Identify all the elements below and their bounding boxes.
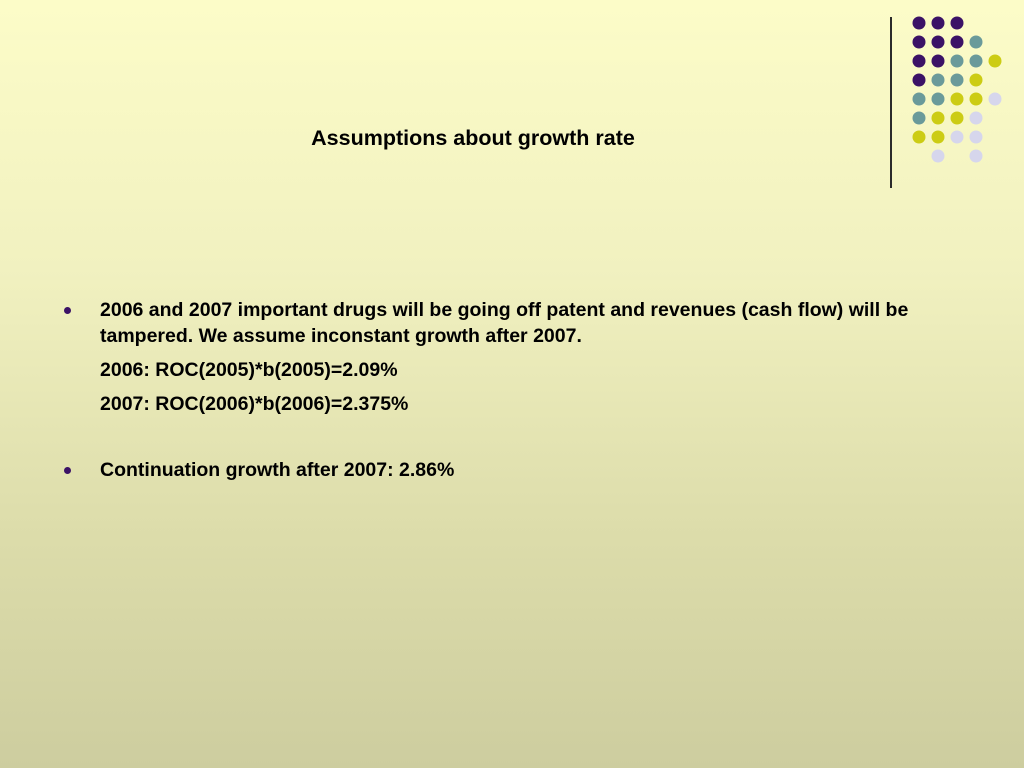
decorative-dot [970, 93, 983, 106]
bullet-dot-icon [64, 307, 71, 314]
decorative-dot [932, 17, 945, 30]
decorative-dot [951, 36, 964, 49]
slide-content [60, 297, 920, 483]
decorative-dot [989, 93, 1002, 106]
decorative-dot [932, 36, 945, 49]
decorative-dot [989, 55, 1002, 68]
decorative-dot [913, 93, 926, 106]
decorative-dot [970, 55, 983, 68]
bullet-sub-line: 2007: ROC(2006)*b(2006)=2.375% [100, 393, 409, 415]
decorative-dot [913, 36, 926, 49]
decorative-dot [913, 74, 926, 87]
decorative-dot [970, 74, 983, 87]
decorative-dot-grid [0, 0, 1024, 200]
slide-title: Assumptions about growth rate [311, 126, 635, 150]
decorative-dot [913, 55, 926, 68]
bullet-text: 2006 and 2007 important drugs will be going off patent and revenues (cash flow) will be tampered. We assume inconstant growth after 2007. [100, 299, 909, 347]
decorative-dot [932, 93, 945, 106]
decorative-dot [932, 74, 945, 87]
decorative-dot [913, 17, 926, 30]
bullet-item [60, 297, 920, 349]
bullet-sub-line: 2006: ROC(2005)*b(2005)=2.09% [100, 359, 398, 381]
decorative-dot [951, 74, 964, 87]
decorative-dot [970, 112, 983, 125]
bullet-item [60, 457, 920, 483]
decorative-dot [951, 55, 964, 68]
decorative-dot [932, 55, 945, 68]
decorative-dot [951, 131, 964, 144]
decorative-dot [951, 93, 964, 106]
decorative-dot [951, 17, 964, 30]
decorative-dot [951, 112, 964, 125]
decorative-dot [913, 112, 926, 125]
bullet-dot-icon [64, 467, 71, 474]
decorative-dot [970, 150, 983, 163]
decorative-dot [970, 131, 983, 144]
decorative-dot [970, 36, 983, 49]
decorative-dot [932, 150, 945, 163]
vertical-divider-line [890, 17, 892, 188]
bullet-text: Continuation growth after 2007: 2.86% [100, 459, 455, 481]
decorative-dot [932, 112, 945, 125]
